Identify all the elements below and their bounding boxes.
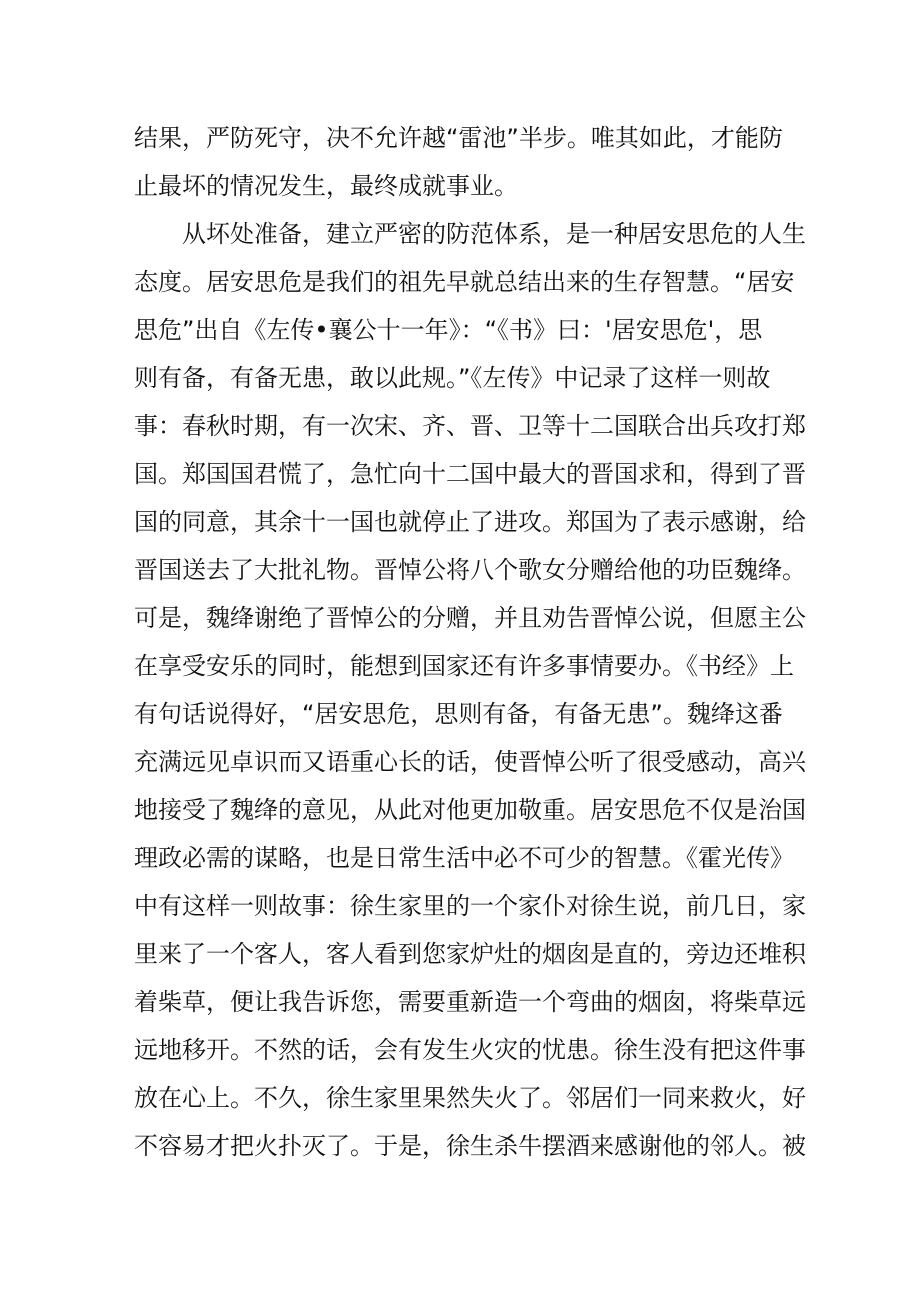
text-line: 有句话说得好，“居安思危，思则有备，有备无患”。魏绛这番 — [134, 700, 783, 728]
text-line: 不容易才把火扑灭了。于是，徐生杀牛摆酒来感谢他的邻人。被 — [134, 1132, 806, 1160]
text-line: 着柴草，便让我告诉您，需要重新造一个弯曲的烟囱，将柴草远 — [134, 988, 806, 1016]
text-line: 态度。居安思危是我们的祖先早就总结出来的生存智慧。“居安 — [134, 268, 795, 296]
text-line: 晋国送去了大批礼物。晋悼公将八个歌女分赠给他的功臣魏绛。 — [134, 556, 806, 584]
text-line: 可是，魏绛谢绝了晋悼公的分赠，并且劝告晋悼公说，但愿主公 — [134, 604, 806, 632]
text-line: 远地移开。不然的话，会有发生火灾的忧患。徐生没有把这件事 — [134, 1036, 806, 1064]
text-line: 事：春秋时期，有一次宋、齐、晋、卫等十二国联合出兵攻打郑 — [134, 412, 806, 440]
text-line: 国。郑国国君慌了，急忙向十二国中最大的晋国求和，得到了晋 — [134, 460, 806, 488]
text-line: 中有这样一则故事：徐生家里的一个家仆对徐生说，前几日，家 — [134, 892, 806, 920]
text-line: 思危”出自《左传•襄公十一年》：“《书》曰：'居安思危'，思 — [134, 316, 763, 344]
text-line: 理政必需的谋略，也是日常生活中必不可少的智慧。《霍光传》 — [134, 844, 794, 872]
text-line: 结果，严防死守，决不允许越“雷池”半步。唯其如此，才能防 — [134, 124, 783, 152]
text-line: 止最坏的情况发生，最终成就事业。 — [134, 172, 518, 200]
text-line: 从坏处准备，建立严密的防范体系，是一种居安思危的人生 — [182, 220, 806, 248]
text-line: 充满远见卓识而又语重心长的话，使晋悼公听了很受感动，高兴 — [134, 748, 806, 776]
text-line: 则有备，有备无患，敢以此规。”《左传》中记录了这样一则故 — [134, 364, 771, 392]
text-line: 地接受了魏绛的意见，从此对他更加敬重。居安思危不仅是治国 — [134, 796, 806, 824]
text-line: 里来了一个客人，客人看到您家炉灶的烟囱是直的，旁边还堆积 — [134, 940, 806, 968]
text-line: 放在心上。不久，徐生家里果然失火了。邻居们一同来救火，好 — [134, 1084, 806, 1112]
text-line: 在享受安乐的同时，能想到国家还有许多事情要办。《书经》上 — [134, 652, 794, 680]
text-line: 国的同意，其余十一国也就停止了进攻。郑国为了表示感谢，给 — [134, 508, 806, 536]
